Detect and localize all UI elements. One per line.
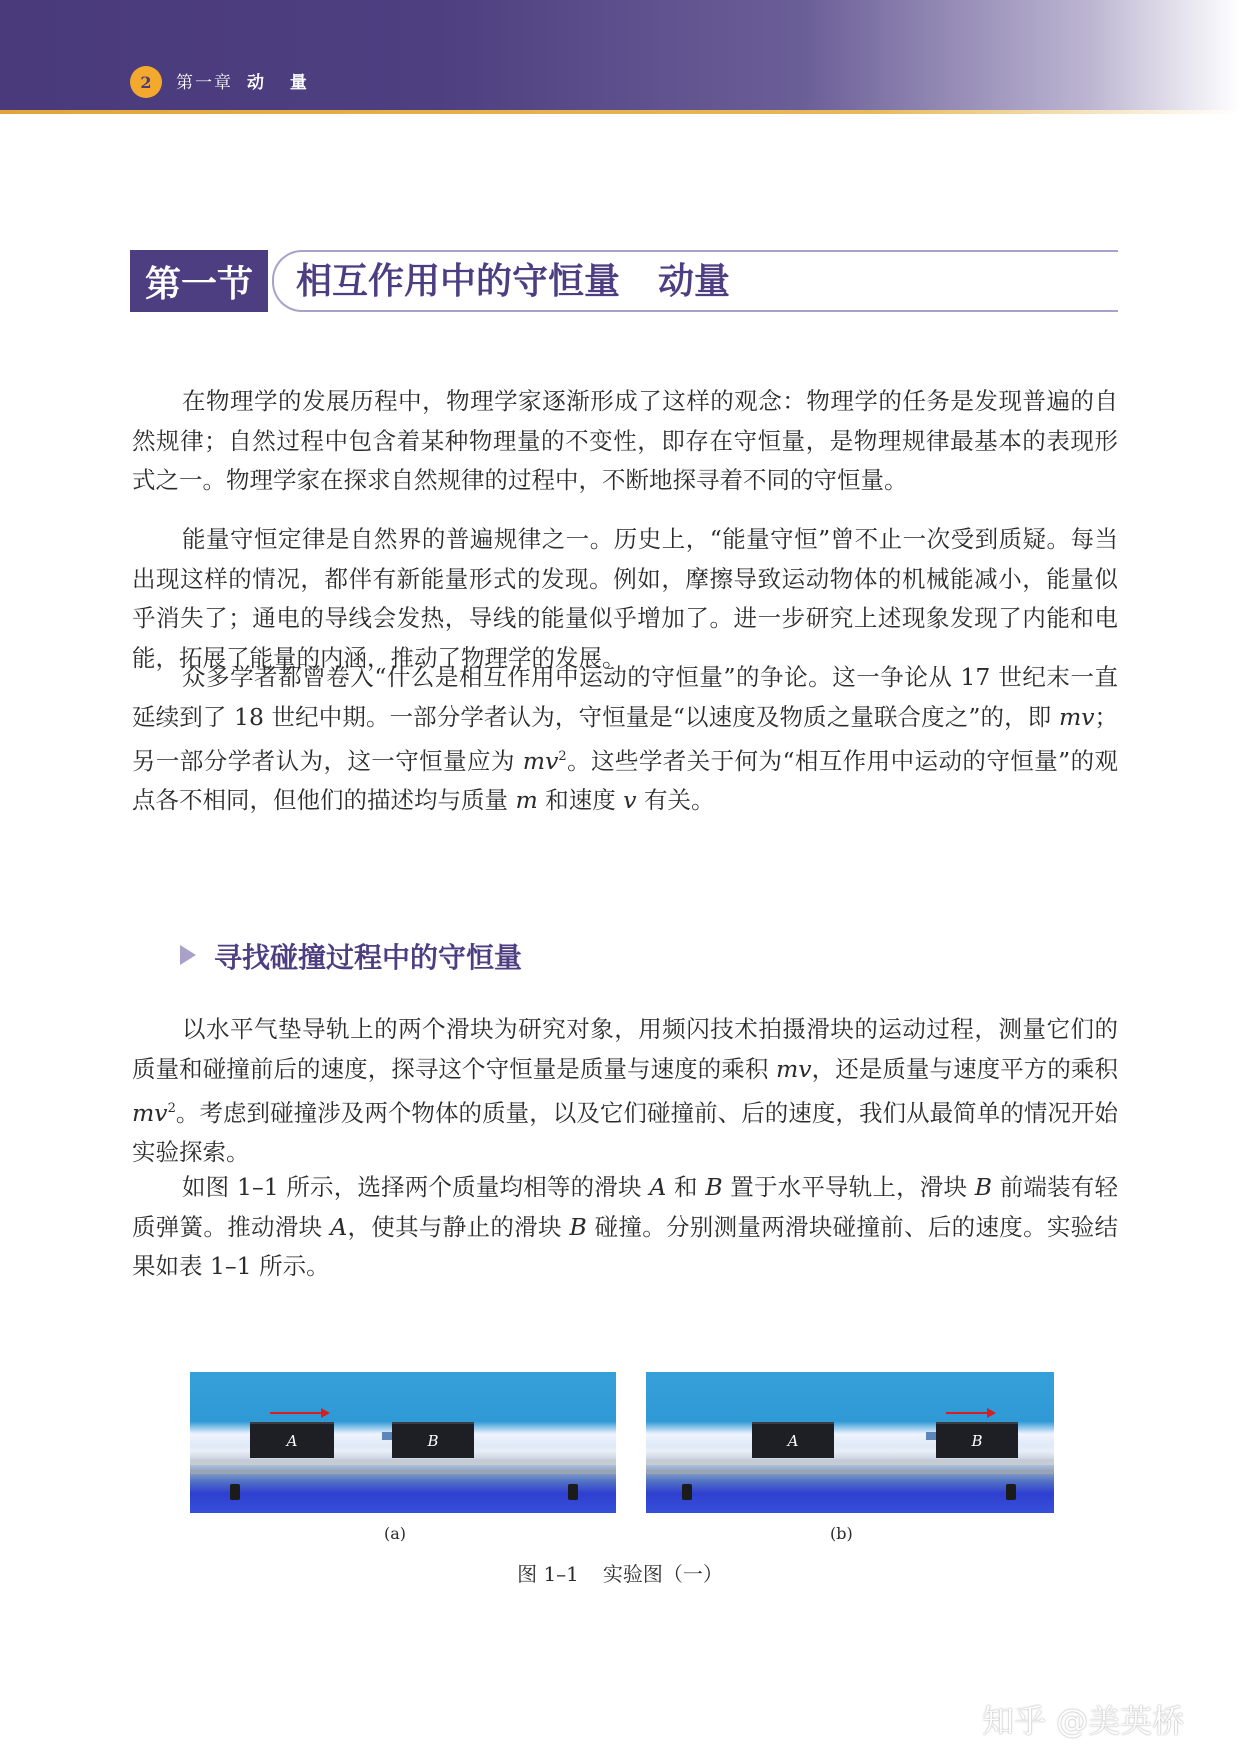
watermark: 知乎 @美英桥 bbox=[982, 1702, 1185, 1740]
figure-caption bbox=[0, 1558, 1240, 1587]
chapter-name: 动 量 bbox=[247, 73, 317, 93]
section-title bbox=[296, 254, 730, 310]
section-label: 第一节 bbox=[130, 250, 268, 312]
subfigure-label-b: (b) bbox=[830, 1524, 853, 1543]
track-foot-icon bbox=[682, 1484, 692, 1500]
air-track-rail bbox=[190, 1459, 616, 1465]
section-title-main: 相互作用中的守恒量 bbox=[296, 261, 621, 302]
track-foot-icon bbox=[568, 1484, 578, 1500]
slider-a: A bbox=[752, 1422, 834, 1458]
experiment-photo-b bbox=[646, 1372, 1054, 1513]
chapter-number: 第一章 bbox=[176, 73, 233, 93]
air-track-rail bbox=[646, 1459, 1054, 1465]
header-divider bbox=[0, 110, 1240, 114]
paragraph-5: 如图 1–1 所示，选择两个质量均相等的滑块 A 和 B 置于水平导轨上，滑块 B 前端装有轻质弹簧。推动滑块 A，使其与静止的滑块 B 碰撞。分别测量两滑块碰撞前、后的速度。实验结果如表 1–1 所示。 bbox=[132, 1173, 1118, 1280]
experiment-photo-a bbox=[190, 1372, 616, 1513]
slider-b: B bbox=[936, 1422, 1018, 1458]
figure-number: 图 1–1 bbox=[517, 1562, 579, 1586]
paragraph-2: 能量守恒定律是自然界的普遍规律之一。历史上，“能量守恒”曾不止一次受到质疑。每当出现这样的情况，都伴有新能量形式的发现。例如，摩擦导致运动物体的机械能减小，能量似乎消失了；通电的导线会发热，导线的能量似乎增加了。进一步研究上述现象发现了内能和电能，拓展了能量的内涵，推动了物理学的发展。 bbox=[132, 525, 1118, 672]
paragraph-4: 以水平气垫导轨上的两个滑块为研究对象，用频闪技术拍摄滑块的运动过程，测量它们的质量和碰撞前后的速度，探寻这个守恒量是质量与速度的乘积 mv，还是质量与速度平方的乘积 $mv^2$。考虑到碰撞涉及两个物体的质量，以及它们碰撞前、后的速度，我们从最简单的情况开始实验探索。 bbox=[132, 1015, 1118, 1167]
velocity-arrow-icon bbox=[946, 1412, 988, 1414]
section-title-keyword: 动量 bbox=[658, 261, 731, 302]
air-track-rail-lower bbox=[646, 1470, 1054, 1474]
triangle-bullet-icon bbox=[180, 945, 196, 965]
velocity-arrow-icon bbox=[270, 1412, 322, 1414]
paragraph-3: 众多学者都曾卷入“什么是相互作用中运动的守恒量”的争论。这一争论从 17 世纪末一直延续到了 18 世纪中期。一部分学者认为，守恒量是“以速度及物质之量联合度之”的，即 mv；另一部分学者认为，这一守恒量应为 $mv^2$。这些学者关于何为“相互作用中运动的守恒量”的观点各不相同，但他们的描述均与质量 m 和速度 v 有关。 bbox=[132, 663, 1118, 815]
spring-icon bbox=[382, 1432, 392, 1440]
spring-icon bbox=[926, 1432, 936, 1440]
paragraph-1: 在物理学的发展历程中，物理学家逐渐形成了这样的观念：物理学的任务是发现普遍的自然规律；自然过程中包含着某种物理量的不变性，即存在守恒量，是物理规律最基本的表现形式之一。物理学家在探求自然规律的过程中，不断地探寻着不同的守恒量。 bbox=[132, 387, 1118, 494]
subsection-heading: 寻找碰撞过程中的守恒量 bbox=[180, 938, 522, 978]
page-number-badge: 2 bbox=[130, 66, 162, 98]
track-foot-icon bbox=[1006, 1484, 1016, 1500]
running-header bbox=[176, 68, 317, 93]
air-track-rail-lower bbox=[190, 1470, 616, 1474]
figure-title: 实验图（一） bbox=[602, 1562, 723, 1586]
subfigure-label-a: (a) bbox=[384, 1524, 407, 1543]
header-band bbox=[0, 0, 1240, 112]
slider-b: B bbox=[392, 1422, 474, 1458]
track-foot-icon bbox=[230, 1484, 240, 1500]
slider-a: A bbox=[250, 1422, 334, 1458]
